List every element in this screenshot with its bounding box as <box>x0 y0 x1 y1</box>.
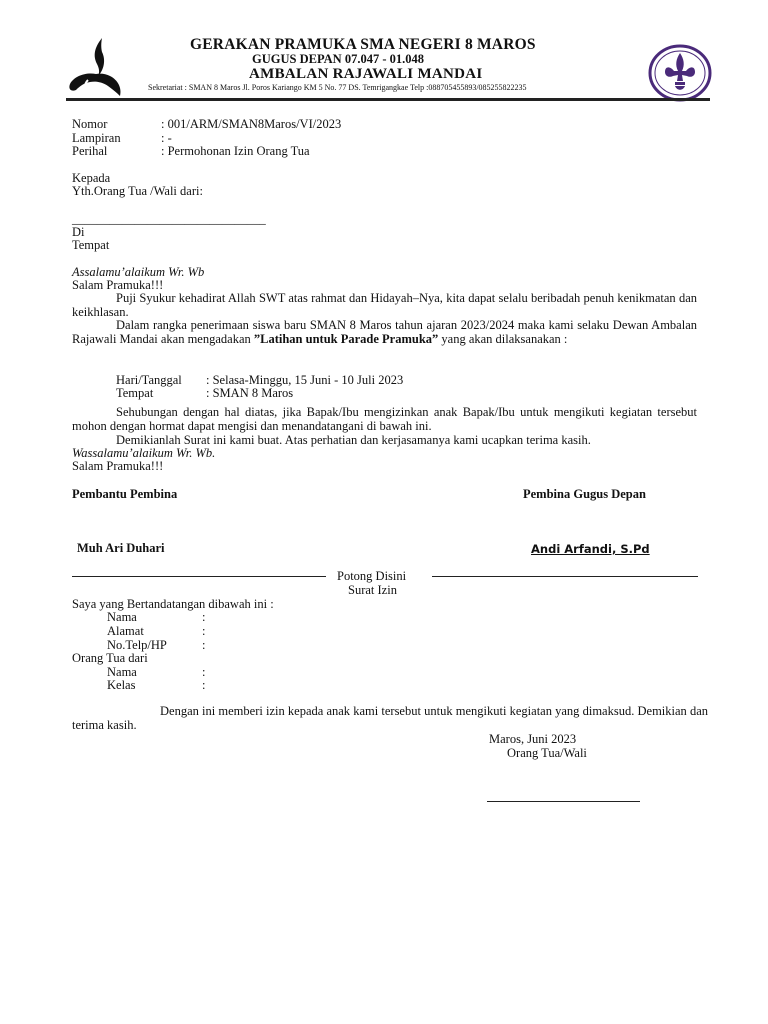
place-date: Maros, Juni 2023 <box>489 732 577 746</box>
paragraph-1: Puji Syukur kehadirat Allah SWT atas rahmat dan Hidayah–Nya, kita dapat selalu beribadah penuh kenikmatan dan keikhlasan. <box>72 291 697 319</box>
hari-label: Hari/Tanggal <box>116 373 182 387</box>
recipient-blank-line: _______________________________ <box>72 212 266 226</box>
hari-value: : Selasa-Minggu, 15 Juni - 10 Juli 2023 <box>206 373 404 387</box>
header-divider <box>66 98 710 101</box>
consent-statement: Dengan ini memberi izin kepada anak kami tersebut untuk mengikuti kegiatan yang dimaksud. Demikian dan terima kasih. <box>72 704 708 732</box>
alamat-label: Alamat <box>107 624 144 638</box>
paragraph-2-text: Dalam rangka penerimaan siswa baru SMAN 8 Maros tahun ajaran 2023/2024 maka kami selaku Dewan Ambalan Rajawali Mandai akan mengadakan <box>72 318 697 346</box>
ortu-wali-title: Orang Tua/Wali <box>507 746 587 760</box>
form-intro: Saya yang Bertandatangan dibawah ini : <box>72 597 274 611</box>
scout-emblem-icon <box>648 44 712 102</box>
lampiran-label: Lampiran <box>72 131 121 145</box>
perihal-label: Perihal <box>72 144 108 158</box>
closing-greeting: Wassalamu’alaikum Wr. Wb. <box>72 446 216 460</box>
paragraph-2 <box>72 319 697 346</box>
di: Di <box>72 225 85 239</box>
cut-line-left <box>72 576 326 577</box>
org-title: GERAKAN PRAMUKA SMA NEGERI 8 MAROS <box>190 36 536 53</box>
right-signature-title: Pembina Gugus Depan <box>523 487 646 501</box>
paragraph-4: Demikianlah Surat ini kami buat. Atas perhatian dan kerjasamanya kami ucapkan terima kasih. <box>116 433 591 447</box>
salam-pramuka: Salam Pramuka!!! <box>72 278 164 292</box>
salam-pramuka-2: Salam Pramuka!!! <box>72 459 164 473</box>
nomor-label: Nomor <box>72 117 108 131</box>
nomor-value: : 001/ARM/SMAN8Maros/VI/2023 <box>161 117 342 131</box>
signature-line <box>487 801 640 802</box>
event-name: ”Latihan untuk Parade Pramuka” <box>253 331 439 346</box>
potong-disini: Potong Disini <box>337 569 407 583</box>
tempat-value: : SMAN 8 Maros <box>206 386 294 400</box>
nama-colon: : <box>202 610 206 624</box>
paragraph-3: Sehubungan dengan hal diatas, jika Bapak/Ibu mengizinkan anak Bapak/Ibu untuk mengikuti kegiatan tersebut mohon dengan hormat dapat mengisi dan menandatangani di bawah ini. <box>72 405 697 433</box>
left-signature-title: Pembantu Pembina <box>72 487 178 501</box>
gugus-depan: GUGUS DEPAN 07.047 - 01.048 <box>252 52 424 66</box>
tempat-label: Tempat <box>116 386 154 400</box>
surat-izin-title: Surat Izin <box>348 583 397 597</box>
telp-label: No.Telp/HP <box>107 638 167 652</box>
pramuka-logo-icon <box>66 36 124 100</box>
right-signer-name: Andi Arfandi, S.Pd <box>531 542 650 556</box>
ortu-dari: Orang Tua dari <box>72 651 148 665</box>
left-signer-name: Muh Ari Duhari <box>77 541 165 555</box>
tempat: Tempat <box>72 238 110 252</box>
nama2-colon: : <box>202 665 206 679</box>
lampiran-value: : - <box>161 131 172 145</box>
paragraph-2-tail: yang akan dilaksanakan : <box>438 331 568 346</box>
kelas-colon: : <box>202 678 206 692</box>
perihal-value: : Permohonan Izin Orang Tua <box>161 144 310 158</box>
nama2-label: Nama <box>107 665 137 679</box>
sekretariat-address: Sekretariat : SMAN 8 Maros Jl. Poros Kariango KM 5 No. 77 DS. Temrigangkae Telp :088705455893/085255822235 <box>148 83 527 92</box>
alamat-colon: : <box>202 624 206 638</box>
nama-label: Nama <box>107 610 137 624</box>
greeting: Assalamu’alaikum Wr. Wb <box>72 265 205 279</box>
ambalan-name: AMBALAN RAJAWALI MANDAI <box>249 66 483 82</box>
cut-line-right <box>432 576 698 577</box>
telp-colon: : <box>202 638 206 652</box>
kepada: Kepada <box>72 171 111 185</box>
kelas-label: Kelas <box>107 678 136 692</box>
yth-recipient: Yth.Orang Tua /Wali dari: <box>72 184 203 198</box>
